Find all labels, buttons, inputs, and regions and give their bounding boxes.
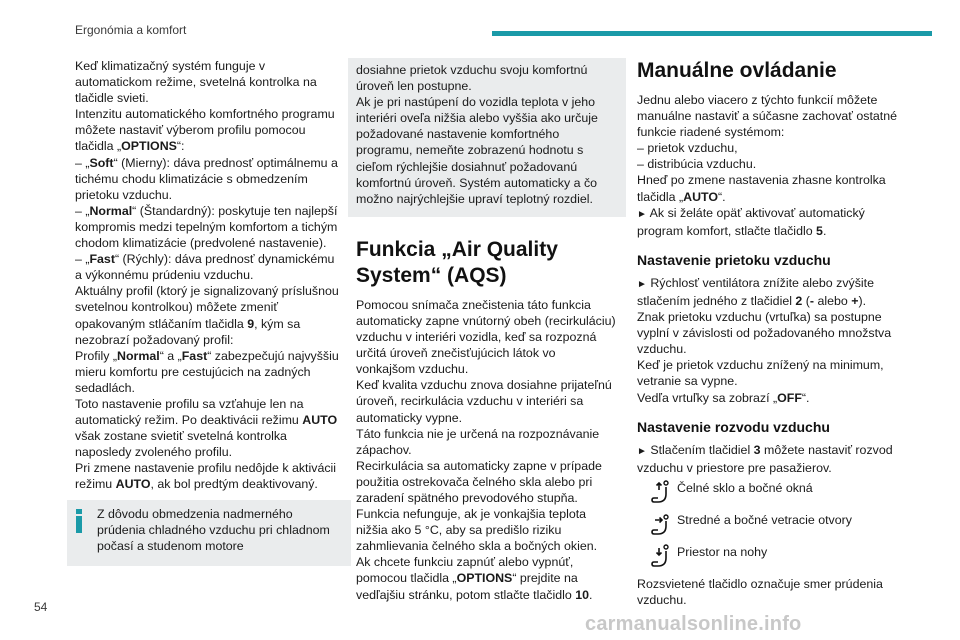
paragraph: Ak chcete funkciu zapnúť alebo vypnúť, pomocou tlačidla „OPTIONS“ prejdite na vedľajšiu stránku, potom stlačte tlačidlo 10. [356,555,593,602]
vents-airflow-icon [647,512,673,538]
paragraph: Pomocou snímača znečistenia táto funkcia automaticky zapne vnútorný obeh (recirkuláciu) vzduchu v interiéri vozidla, keď sa rozpozná určitá úroveň znečisťujúcich látok vo vonkajšom vzduchu. [356,297,616,377]
mode-windscreen [637,478,905,510]
windscreen-airflow-icon [647,480,673,506]
header-accent-bar [492,31,932,36]
paragraph: Pri zmene nastavenie profilu nedôjde k aktivácii režimu AUTO, ak bol predtým deaktivovaný. [75,461,337,492]
section-heading-aqs: Funkcia „Air Quality System“ (AQS) [356,237,558,287]
paragraph: Intenzitu automatického komfortného programu môžete nastaviť výberom profilu pomocou tlačidla „OPTIONS“: [75,107,335,154]
instruction: ► Stlačením tlačidiel 3 môžete nastaviť rozvod vzduchu v priestore pre pasažierov. [637,442,893,475]
profile-fast: – „Fast“ (Rýchly): dáva prednosť dynamickému a výkonnému prúdeniu vzduchu. [75,252,335,283]
paragraph: Znak prietoku vzduchu (vrtuľka) sa postupne vyplní v závislosti od požadovaného množstva vzduchu. [637,310,892,357]
paragraph: Recirkulácia sa automaticky zapne v prípade použitia ostrekovača čelného skla alebo pri zaradení spätného prevodového stupňa. [356,458,602,505]
paragraph: Toto nastavenie profilu sa vzťahuje len na automatický režim. Po deaktivácii režimu AUTO však zostane svietiť svetelná kontrolka naposledy zvoleného profilu. [75,396,338,460]
profile-normal: – „Normal“ (Štandardný): poskytuje ten najlepší kompromis medzi tepelným komfortom a tichým chodom klimatizácie (predvolené nastavenie). [75,203,338,251]
list-item: – prietok vzduchu, [637,141,738,156]
page-number: 54 [34,600,48,614]
instruction: ► Ak si želáte opäť aktivovať automatický program komfort, stlačte tlačidlo 5. [637,205,865,238]
paragraph: Rozsvietené tlačidlo označuje smer prúdenia vzduchu. [637,576,883,607]
column-2 [356,58,618,603]
mode-vents [637,510,905,542]
column-1 [75,58,343,566]
info-note [67,500,351,566]
section-heading-manual: Manuálne ovládanie [637,59,837,82]
paragraph: Profily „Normal“ a „Fast“ zabezpečujú najvyššiu mieru komfortu pre cestujúcich na zadných sedadlách. [75,348,339,395]
column-3 [637,58,905,608]
mode-label: Stredné a bočné vetracie otvory [677,512,852,527]
arrow-right-icon: ► [637,208,647,220]
paragraph: Hneď po zmene nastavenia zhasne kontrolka tlačidla „AUTO“. [637,173,886,204]
paragraph: Táto funkcia nie je určená na rozpoznávanie zápachov. [356,426,600,457]
paragraph: Keď klimatizačný systém funguje v automatickom režime, svetelná kontrolka na tlačidle svieti. [75,59,317,106]
arrow-right-icon: ► [637,278,647,290]
instruction: ► Rýchlosť ventilátora znížite alebo zvýšite stlačením jedného z tlačidiel 2 (- alebo +). [637,275,874,308]
mode-label: Čelné sklo a bočné okná [677,480,813,495]
note-text: dosiahne prietok vzduchu svoju komfortnú úroveň len postupne. Ak je pri nastúpení do vozidla teplota v jeho interiéri oveľa nižšia alebo vyššia ako určuje požadované nastavenie komfortného programu, nemeňte zobrazenú hodnotu s cieľom rýchlejšie dosiahnuť požadovanú komfortnú úroveň. Systém automaticky a čo možno najrýchlejšie upraví teplotný rozdiel. [356,63,598,206]
profile-soft: – „Soft“ (Mierny): dáva prednosť optimálnemu a tichému chodu klimatizácie s obmedzením prietoku vzduchu. [75,155,338,202]
subheading-airflow: Nastavenie prietoku vzduchu [637,251,831,268]
paragraph: Keď je prietok vzduchu znížený na minimum, vetranie sa vypne. [637,358,884,389]
watermark: carmanualsonline.info [585,613,802,635]
running-header: Ergonómia a komfort [75,23,187,37]
list-item: – distribúcia vzduchu. [637,157,757,172]
mode-label: Priestor na nohy [677,544,768,559]
paragraph: Funkcia nefunguje, ak je vonkajšia teplota nižšia ako 5 °C, aby sa predišlo riziku zahmlievania čelného skla a bočných okien. [356,507,598,554]
mode-footwell [637,542,905,574]
paragraph: Jednu alebo viacero z týchto funkcií môžete manuálne nastaviť a súčasne zachovať ostatné funkcie riadené systémom: [637,93,898,140]
info-icon [75,509,83,535]
arrow-right-icon: ► [637,445,647,457]
note-text: Z dôvodu obmedzenia nadmerného prúdenia chladného vzduchu pri chladnom počasí a studenom motore [97,506,330,553]
footwell-airflow-icon [647,544,673,570]
paragraph: Aktuálny profil (ktorý je signalizovaný príslušnou svetelnou kontrolkou) môžete zmeniť opakovaným stláčaním tlačidla 9, kým sa nezobrazí požadovaný profil: [75,284,339,347]
paragraph: Vedľa vrtuľky sa zobrazí „OFF“. [637,390,810,405]
info-note-continued [348,58,626,217]
subheading-distribution: Nastavenie rozvodu vzduchu [637,418,830,435]
paragraph: Keď kvalita vzduchu znova dosiahne prijateľnú úroveň, recirkulácia vzduchu v interiéri sa automaticky vypne. [356,378,612,425]
